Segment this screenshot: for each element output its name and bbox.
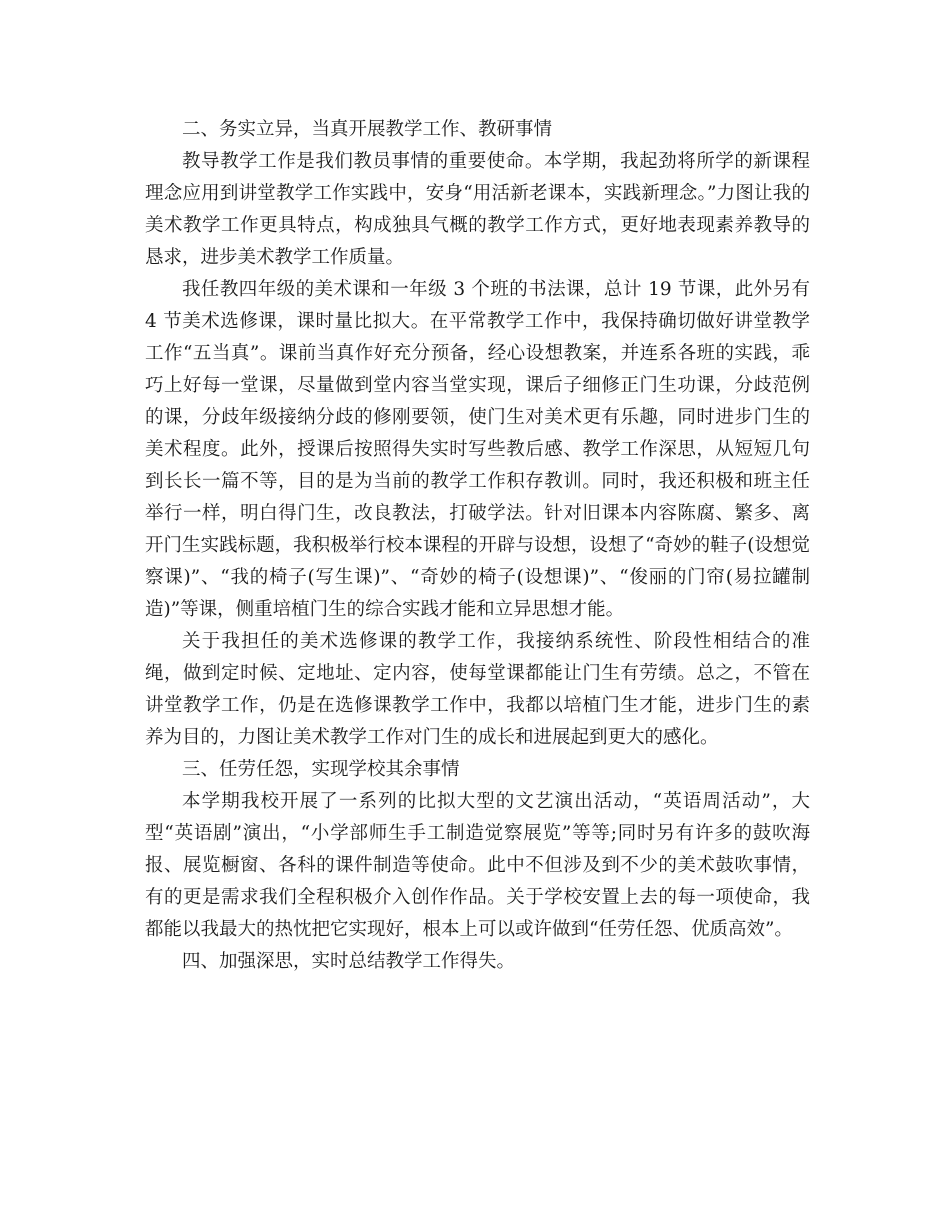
section-heading-4: 四、加强深思，实时总结教学工作得失。: [182, 951, 516, 972]
paragraph-course-load: 我任教四年级的美术课和一年级 3 个班的书法课，总计 19 节课，此外另有 4 节美术选修课，课时量比拟大。在平常教学工作中，我保持确切做好讲堂教学工作“五当真”。课前当真作好充分预备，经心设想教案，并连系各班的实践，乖巧上好每一堂课，尽量做到堂内容当堂实现，课后子细修正门生功课，分歧范例的课，分歧年级接纳分歧的修刚要领，使门生对美术更有乐趣，同时进步门生的美术程度。此外，授课后按照得失实时写些教后感、教学工作深思，从短短几句到长长一篇不等，目的是为当前的教学工作积存教训。同时，我还积极和班主任举行一样，明白得门生，改良教法，打破学法。针对旧课本内容陈腐、繁多、离开门生实践标题，我积极举行校本课程的开辟与设想，设想了“奇妙的鞋子(设想觉察课)”、“我的椅子(写生课)”、“奇妙的椅子(设想课)”、“俊丽的门帘(易拉罐制造)”等课，侧重培植门生的综合实践才能和立异思想才能。: [145, 279, 810, 620]
section-heading-2: 二、务实立异，当真开展教学工作、教研事情: [182, 119, 553, 140]
paragraph-elective-course: 关于我担任的美术选修课的教学工作，我接纳系统性、阶段性相结合的准绳，做到定时候、定地址、定内容，使每堂课都能让门生有劳绩。总之，不管在讲堂教学工作，仍是在选修课教学工作中，我都以培植门生才能，进步门生的素养为目的，力图让美术教学工作对门生的成长和进展起到更大的感化。: [145, 631, 810, 748]
document-body: [145, 114, 810, 978]
section-heading-3: 三、任劳任怨，实现学校其余事情: [182, 759, 460, 780]
paragraph-school-activities: 本学期我校开展了一系列的比拟大型的文艺演出活动，“英语周活动”，大型“英语剧”演出，“小学部师生手工制造觉察展览”等等;同时另有许多的鼓吹海报、展览橱窗、各科的课件制造等使命。此中不但涉及到不少的美术鼓吹事情，有的更是需求我们全程积极介入创作作品。关于学校安置上去的每一项使命，我都能以我最大的热忱把它实现好，根本上可以或许做到“任劳任怨、优质高效”。: [145, 791, 810, 940]
paragraph-teaching-reform: 教导教学工作是我们教员事情的重要使命。本学期，我起劲将所学的新课程理念应用到讲堂教学工作实践中，安身“用活新老课本，实践新理念。”力图让我的美术教学工作更具特点，构成独具气概的教学工作方式，更好地表现素养教导的恳求，进步美术教学工作质量。: [145, 151, 810, 268]
